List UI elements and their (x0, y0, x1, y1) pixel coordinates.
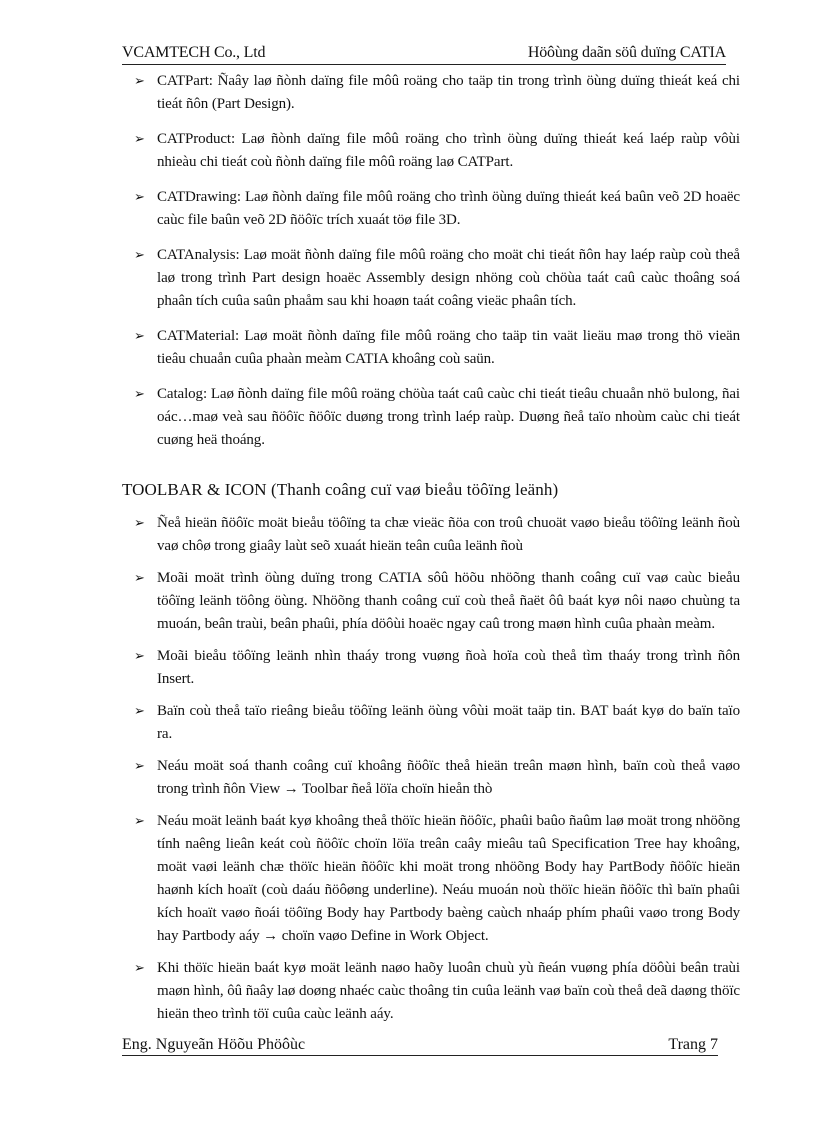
arrow-bullet-icon: ➢ (134, 516, 145, 531)
list-item-text: CATProduct: Laø ñònh daïng file môû roäng cho trình öùng duïng thieát keá laép raùp vôùi nhieàu chi tieát coù ñònh daïng file môû roäng laø CATPart. (157, 131, 740, 170)
list-item (134, 512, 740, 558)
footer-author: Eng. Nguyeãn Höõu Phöôùc (122, 1036, 306, 1053)
arrow-bullet-icon: ➢ (134, 387, 145, 402)
list-item-text: Neáu moät soá thanh coâng cuï khoâng ñöôïc theå hieän treân maøn hình, baïn coù theå vaøo trong trình ñôn View → Toolbar ñeå löïa choïn hieån thò (157, 758, 740, 797)
file-format-list (134, 70, 740, 464)
arrow-bullet-icon: ➢ (134, 248, 145, 263)
arrow-bullet-icon: ➢ (134, 329, 145, 344)
list-item (134, 700, 740, 746)
list-item (134, 567, 740, 636)
page-header (122, 42, 726, 65)
header-company: VCAMTECH Co., Ltd (122, 44, 266, 61)
list-item-text: Khi thöïc hieän baát kyø moät leänh naøo haõy luoân chuù yù ñeán vuøng phía döôùi beân traùi maøn hình, ôû ñaây laø doøng nhaéc caùc thoâng tin cuûa leänh vaø baïn coù theå deã daøng thöïc hieän theo trình töï cuûa caùc leänh aáy. (157, 960, 740, 1022)
list-item-text: CATDrawing: Laø ñònh daïng file môû roäng cho trình öùng duïng thieát keá baûn veõ 2D hoaëc caùc file baûn veõ 2D ñöôïc trích xuaát töø file 3D. (157, 189, 740, 228)
arrow-bullet-icon: ➢ (134, 649, 145, 664)
list-item-text: CATAnalysis: Laø moät ñònh daïng file môû roäng cho moät chi tieát ñôn hay laép raùp coù theå laø trong trình Part design hoaëc Assembly design nhöng coù chöùa taát caû caùc thoâng soá phaân tích cuûa saûn phaåm sau khi hoaøn taát coâng vieäc phaân tích. (157, 247, 740, 309)
header-title: Höôùng daãn söû duïng CATIA (527, 44, 726, 61)
toolbar-tips-list (134, 512, 740, 1035)
list-item (134, 186, 740, 232)
list-item (134, 810, 740, 948)
list-item-text: Baïn coù theå taïo rieâng bieåu töôïng leänh öùng vôùi moät taäp tin. BAT baát kyø do baïn taïo ra. (157, 703, 740, 742)
list-item-text: CATPart: Ñaây laø ñònh daïng file môû roäng cho taäp tin trong trình öùng duïng thieát keá chi tieát ñôn (Part Design). (157, 73, 740, 112)
list-item (134, 325, 740, 371)
list-item-text: Catalog: Laø ñònh daïng file môû roäng chöùa taát caû caùc chi tieát tieâu chuaån nhö bulong, ñai oác…maø veà sau ñöôïc ñöôïc duøng trong trình laép raùp. Duøng ñeå taïo nhoùm caùc chi tieát cuøng heä thoáng. (157, 386, 740, 448)
list-item-text: Ñeå hieän ñöôïc moät bieåu töôïng ta chæ vieäc ñöa con troû chuoät vaøo bieåu töôïng leänh ñoù vaø chôø trong giaây laùt seõ xuaát hieän teân cuûa leänh ñoù (157, 515, 740, 554)
list-item (134, 244, 740, 313)
arrow-bullet-icon: ➢ (134, 759, 145, 774)
arrow-bullet-icon: ➢ (134, 961, 145, 976)
arrow-bullet-icon: ➢ (134, 132, 145, 147)
arrow-bullet-icon: ➢ (134, 704, 145, 719)
arrow-bullet-icon: ➢ (134, 814, 145, 829)
page-footer (122, 1035, 718, 1056)
arrow-bullet-icon: ➢ (134, 571, 145, 586)
list-item (134, 957, 740, 1026)
arrow-bullet-icon: ➢ (134, 190, 145, 205)
list-item (134, 70, 740, 116)
list-item (134, 383, 740, 452)
list-item-text: CATMaterial: Laø moät ñònh daïng file môû roäng cho taäp tin vaät lieäu maø trong thö vieän tieâu chuaån cuûa phaàn meàm CATIA khoâng coù saün. (157, 328, 740, 367)
list-item (134, 128, 740, 174)
section-heading: TOOLBAR & ICON (Thanh coâng cuï vaø bieåu töôïng leänh) (122, 480, 559, 499)
arrow-bullet-icon: ➢ (134, 74, 145, 89)
list-item-text: Neáu moät leänh baát kyø khoâng theå thöïc hieän ñöôïc, phaûi baûo ñaûm laø moät trong nhöõng tính naêng lieân keát coù ñöôïc choïn löïa treân caây mieâu taû Specification Tree hay khoâng, moät vaøi leänh chæ thöïc hieän ñöôïc khi moät trong nhöõng Body hay PartBody ñöôïc hieän haønh kích hoaït (coù daáu ñöôøng underline). Neáu muoán noù thöïc hieän ñöôïc thì baïn phaûi kích hoaït vaøo ñoái töôïng Body hay Partbody baèng caùch nhaáp phím phaûi vaøo trong Body hay Partbody aáy → choïn vaøo Define in Work Object. (157, 813, 740, 944)
footer-page-number: Trang 7 (668, 1036, 718, 1053)
list-item-text: Moãi moät trình öùng duïng trong CATIA sôû höõu nhöõng thanh coâng cuï vaø caùc bieåu töôïng leänh töông öùng. Nhöõng thanh coâng cuï coù theå ñaët ôû baát kyø nôi naøo chuùng ta muoán, beân traùi, beân phaûi, phía döôùi hoaëc ngay caû trong maøn hình cuûa phaàn meàm. (157, 570, 740, 632)
list-item (134, 755, 740, 801)
list-item (134, 645, 740, 691)
list-item-text: Moãi bieåu töôïng leänh nhìn thaáy trong vuøng ñoà hoïa coù theå tìm thaáy trong trình ñôn Insert. (157, 648, 740, 687)
